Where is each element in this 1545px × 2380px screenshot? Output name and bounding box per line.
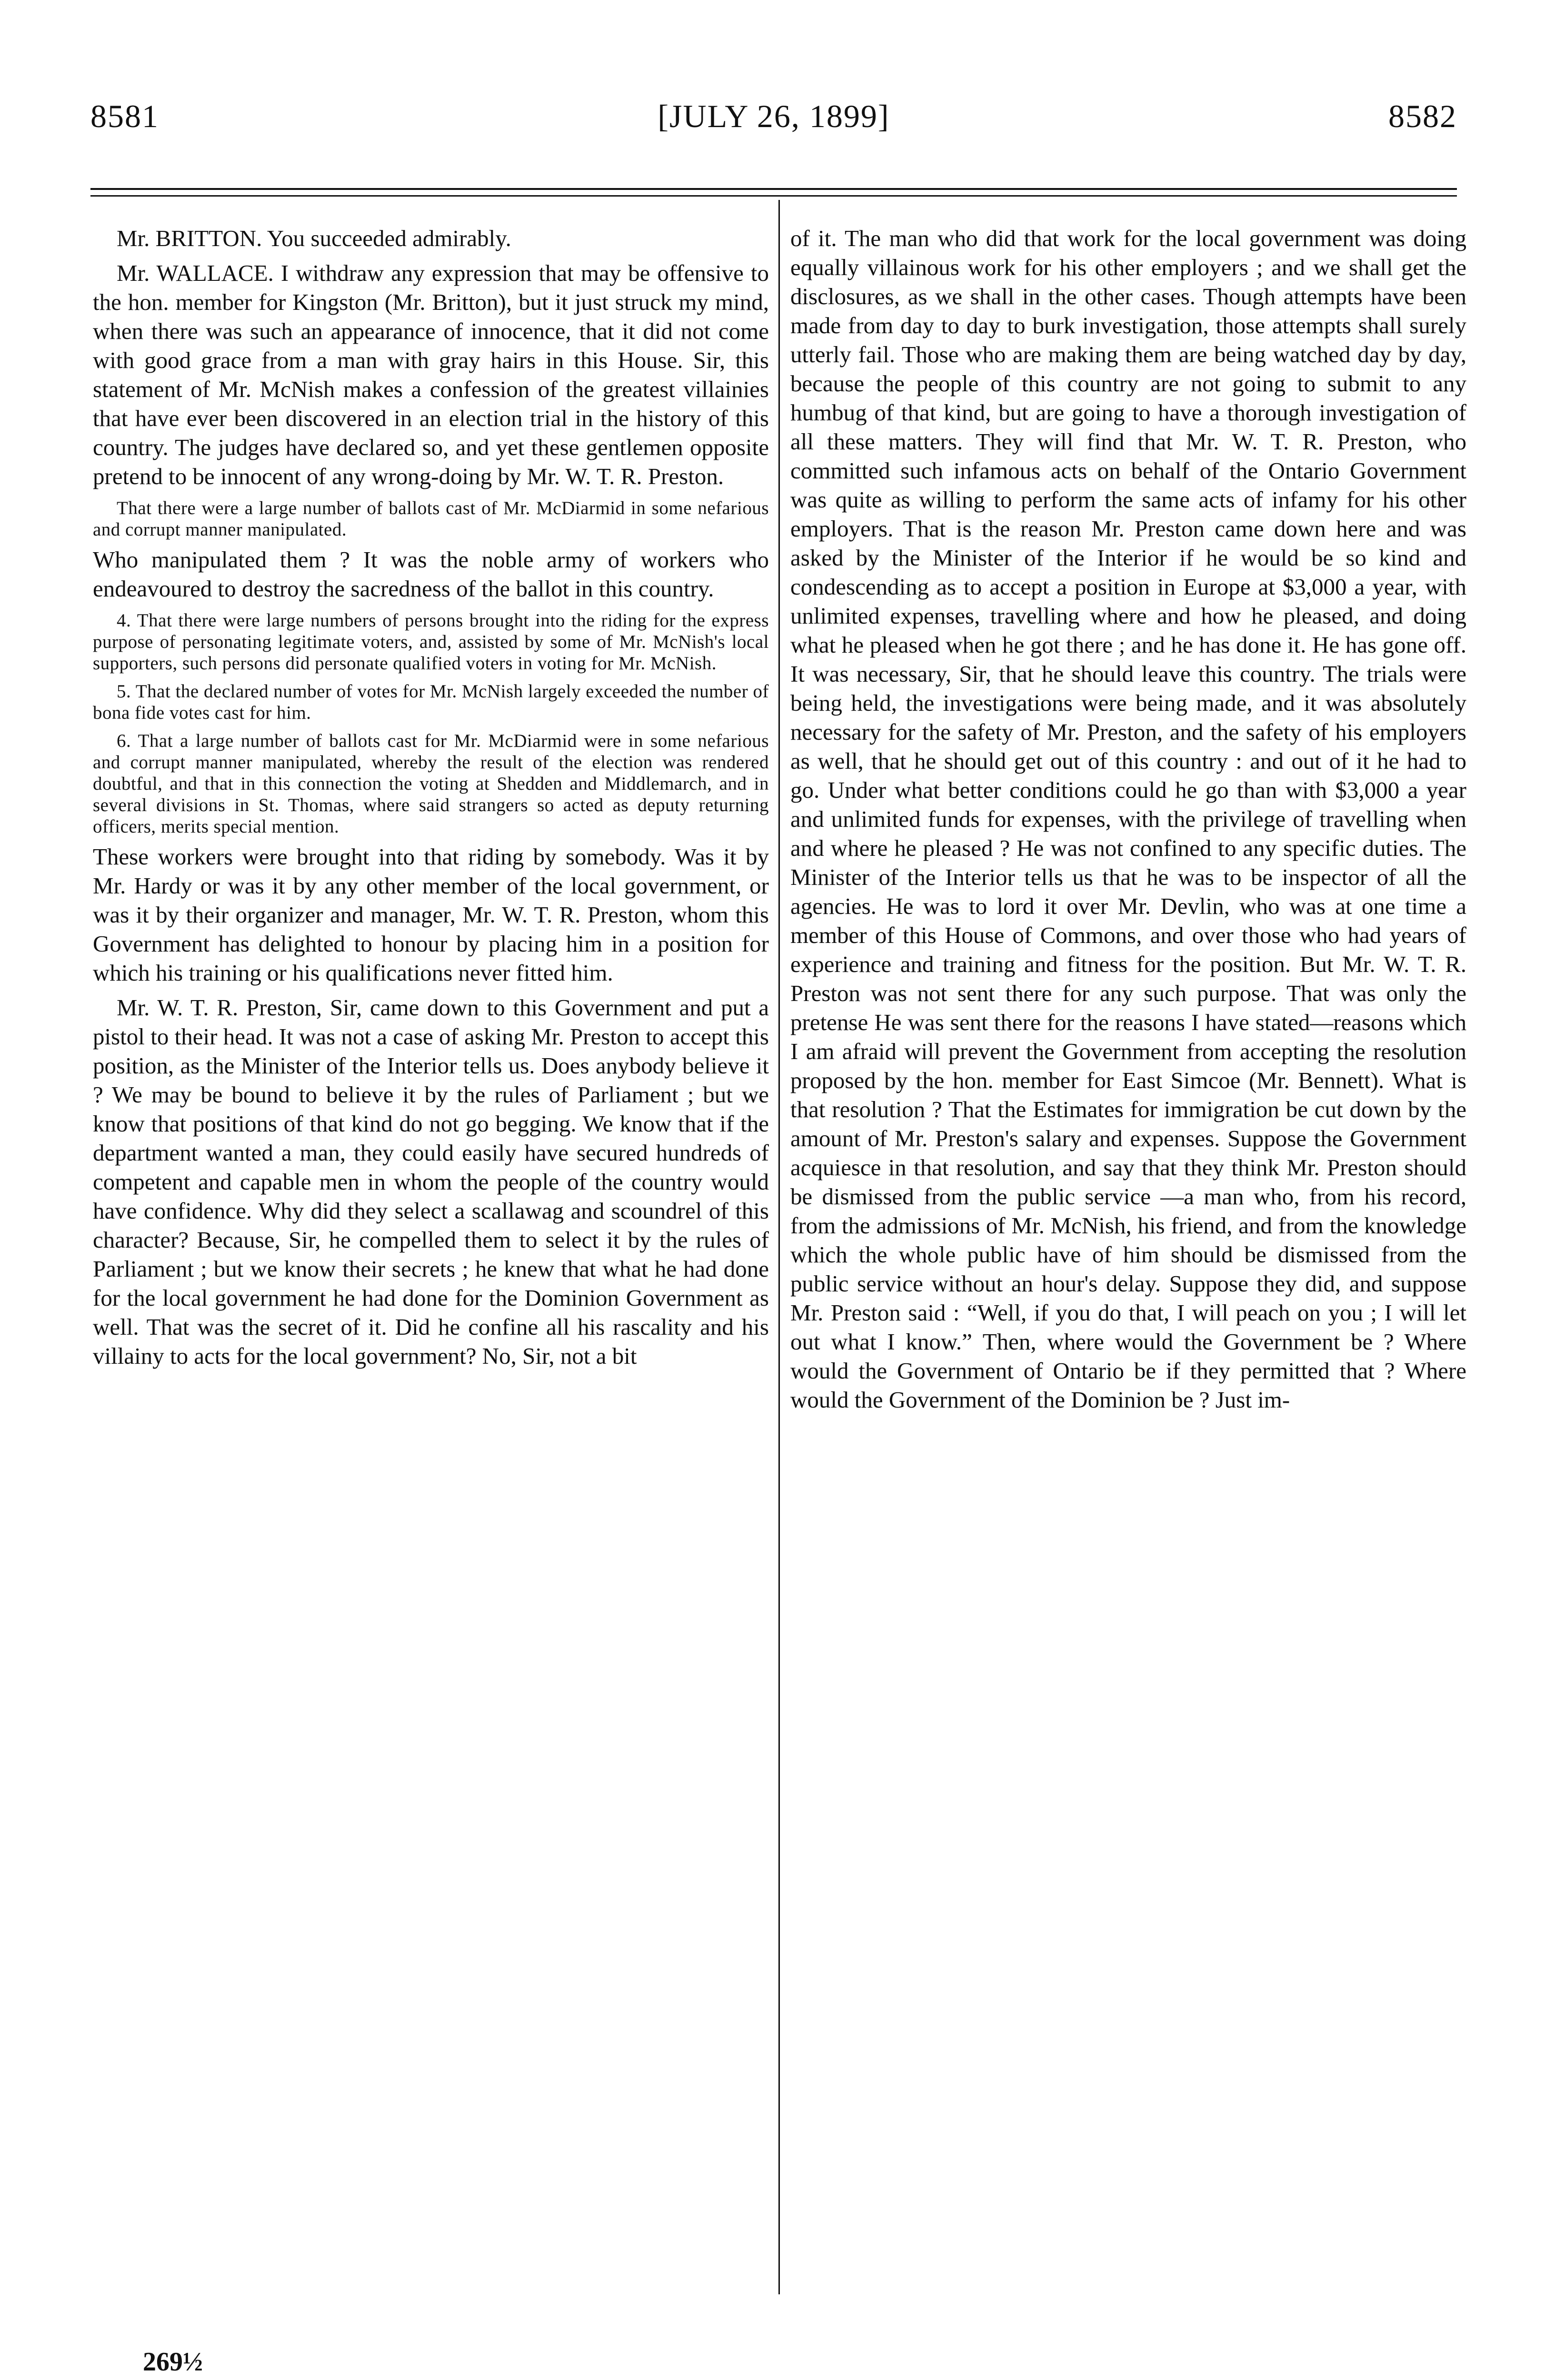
quoted-finding: That there were a large number of ballots cast of Mr. McDiarmid in some nefarious and corrupt manner manipulated. (93, 498, 769, 540)
paragraph: Who manipulated them ? It was the noble army of workers who endeavoured to destroy the sacredness of the ballot in this country. (93, 546, 769, 602)
paragraph: of it. The man who did that work for the local government was doing equally villainous work for his other employers ; and we shall get the disclosures, as we shall in the other cases. Though attempts have been made from day to day to burk investigation, those attempts shall surely utterly fail. Those who are making them are being watched day by day, because the people of this country are not going to submit to any humbug of that kind, but are going to have a thorough investigation of all these matters. They will find that Mr. W. T. R. Preston, who committed such infamous acts on behalf of the Ontario Government was quite as willing to perform the same acts of infamy for his other employers. That is the reason Mr. Preston came down here and was asked by the Minister of the Interior if he would be so kind and condescending as to accept a position in Europe at $3,000 a year, with unlimited expenses, travelling where and how he pleased, and doing what he pleased when he got there ; and he has done it. He has gone off. It was necessary, Sir, that he should leave this country. The trials were being held, the investigations were being made, and it was absolutely necessary for the safety of Mr. Preston, and the safety of his employers as well, that he should get out of this country : and out of it he had to go. Under what better conditions could he go than with $3,000 a year and unlimited funds for expenses, with the privilege of travelling when and where he pleased ? He was not confined to any specific duties. The Minister of the Interior tells us that he was to be inspector of all the agencies. He was to lord it over Mr. Devlin, who was at one time a member of this House of Commons, and over those who had years of experience and training and fitness for the position. But Mr. W. T. R. Preston was not sent there for any such purpose. That was only the pretense He was sent there for the reasons I have stated—reasons which I am afraid will prevent the Government from accepting the resolution proposed by the hon. member for East Simcoe (Mr. Bennett). What is that resolution ? That the Estimates for immigration be cut down by the amount of Mr. Preston's salary and expenses. Suppose the Government acquiesce in that resolution, and say that they think Mr. Preston should be dismissed from the public service —a man who, from his record, from the admissions of Mr. McNish, his friend, and from the knowledge which the whole public have of him should be dismissed from the public service without an hour's delay. Suppose they did, and suppose Mr. Preston said : “Well, if you do that, I will peach on you ; I will let out what I know.” Then, where would the Government be ? Where would the Government of Ontario be if they permitted that ? Where would the Government of the Dominion be ? Just im- (790, 225, 1466, 1413)
right-page-number: 8582 (1388, 98, 1457, 134)
left-column (93, 224, 769, 1376)
paragraph: Mr. WALLACE. I withdraw any expression that may be offensive to the hon. member for Kingston (Mr. Britton), but it just struck my mind, when there was such an appearance of innocence, that it did not come with good grace from a man with gray hairs in this House. Sir, this statement of Mr. McNish makes a confession of the greatest villainies that have ever been discovered in an election trial in the history of this country. The judges have declared so, and yet these gentlemen opposite pretend to be innocent of any wrong-doing by Mr. W. T. R. Preston. (93, 260, 769, 489)
paragraph: Mr. BRITTON. You succeeded admirably. (117, 225, 511, 251)
right-column (790, 224, 1466, 1420)
header-rule-bottom (90, 195, 1457, 197)
page-header (90, 98, 1457, 140)
column-divider (778, 200, 780, 2294)
paragraph: Mr. W. T. R. Preston, Sir, came down to this Government and put a pistol to their head. It was not a case of asking Mr. Preston to accept this position, as the Minister of the Interior tells us. Does anybody believe it ? We may be bound to believe it by the rules of Parliament ; but we know that positions of that kind do not go begging. We know that if the department wanted a man, they could easily have secured hundreds of competent and capable men in whom the people of the country would have confidence. Why did they select a scallawag and scoundrel of this character? Because, Sir, he compelled them to select it by the rules of Parliament ; but we know their secrets ; he knew that what he had done for the local government he had done for the Dominion Government as well. That was the secret of it. Did he confine all his rascality and his villainy to acts for the local government? No, Sir, not a bit (93, 994, 769, 1369)
header-date: [JULY 26, 1899] (658, 98, 890, 134)
quoted-finding: 4. That there were large numbers of persons brought into the riding for the express purpose of personating legitimate voters, and, assisted by some of Mr. McNish's local supporters, such persons did personate qualified voters in voting for Mr. McNish. (93, 610, 769, 674)
quoted-finding: 5. That the declared number of votes for Mr. McNish largely exceeded the number of bona fide votes cast for him. (93, 681, 769, 723)
header-rule-top (90, 188, 1457, 190)
footer-page-mark: 269½ (143, 2347, 203, 2377)
quoted-finding: 6. That a large number of ballots cast for Mr. McDiarmid were in some nefarious and corrupt manner manipulated, whereby the result of the election was rendered doubtful, and that in this connection the voting at Shedden and Middlemarch, and in several divisions in St. Thomas, where said strangers so acted as deputy returning officers, merits special mention. (93, 731, 769, 837)
left-page-number: 8581 (90, 98, 159, 134)
paragraph: These workers were brought into that riding by somebody. Was it by Mr. Hardy or was it by any other member of the local government, or was it by their organizer and manager, Mr. W. T. R. Preston, whom this Government has delighted to honour by placing him in a position for which his training or his qualifications never fitted him. (93, 843, 769, 986)
